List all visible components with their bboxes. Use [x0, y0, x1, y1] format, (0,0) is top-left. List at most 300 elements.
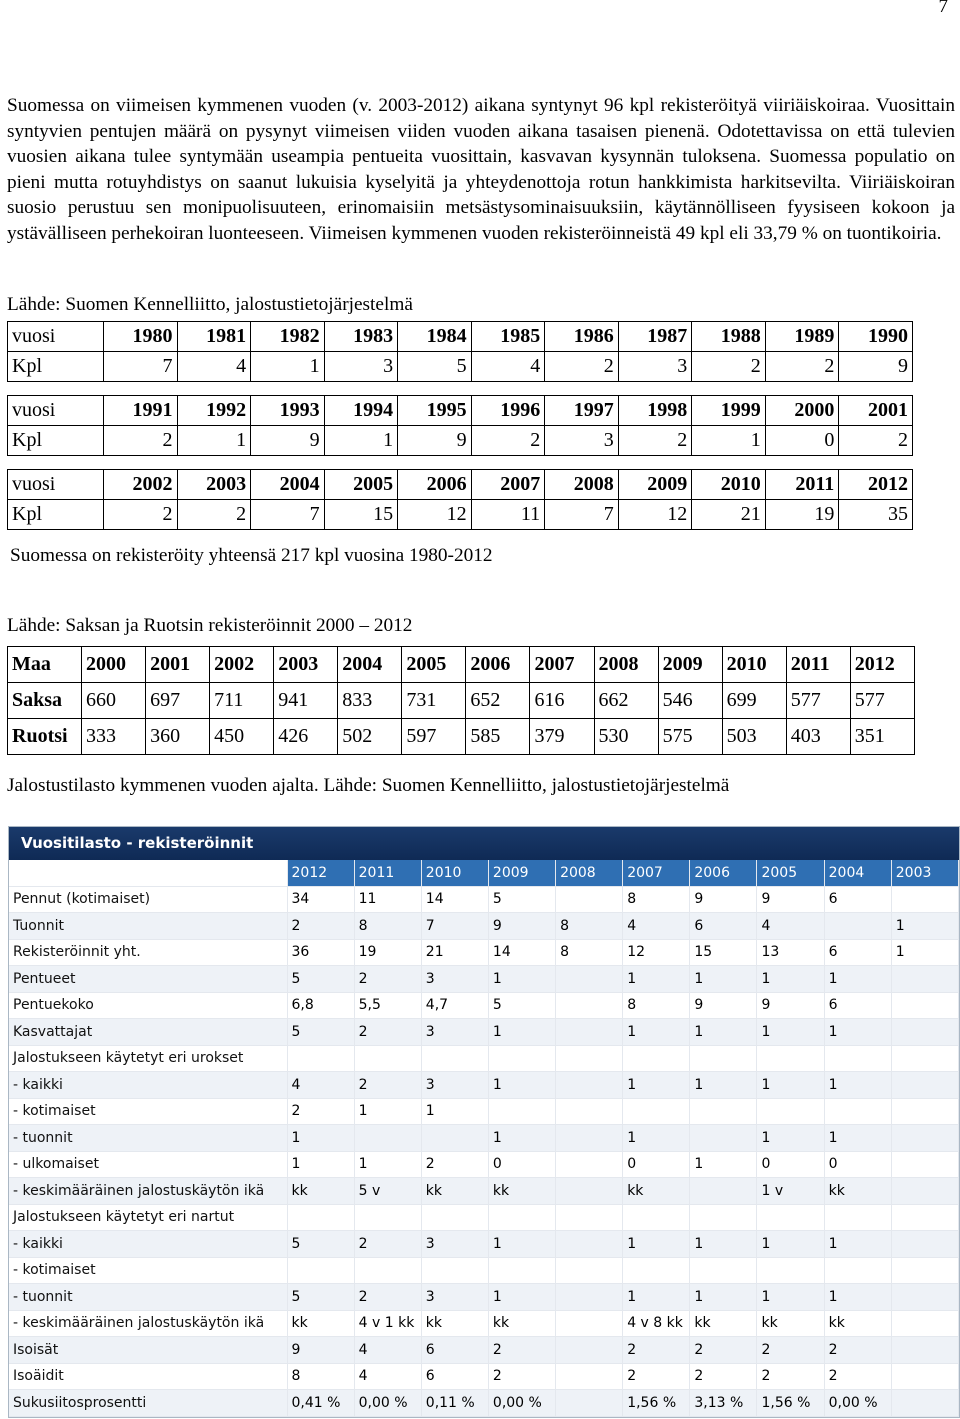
registry-value — [690, 1125, 757, 1152]
registry-row — [9, 1178, 959, 1205]
registry-value — [421, 1257, 488, 1284]
registry-value: 2 — [623, 1337, 690, 1364]
registry-value: 2 — [824, 1363, 891, 1390]
country-value: 426 — [274, 719, 338, 755]
registry-value: 36 — [287, 939, 354, 966]
registry-value: 0,11 % — [421, 1390, 488, 1417]
registry-value: 9 — [757, 992, 824, 1019]
country-value: 450 — [210, 719, 274, 755]
registry-value: 1 — [690, 1072, 757, 1099]
registry-value — [891, 1337, 958, 1364]
registry-value — [488, 1098, 555, 1125]
registry-row-label: Pentueet — [9, 966, 287, 993]
count-cell: 4 — [471, 352, 545, 382]
registry-row — [9, 1390, 959, 1417]
country-value: 577 — [786, 683, 850, 719]
registry-value: 5 — [488, 992, 555, 1019]
registry-value: 1 — [354, 1151, 421, 1178]
registry-value — [623, 1098, 690, 1125]
country-row — [8, 719, 915, 755]
registry-value: 4 — [354, 1363, 421, 1390]
year-cell: 2010 — [692, 470, 766, 500]
registry-value: 1 — [623, 966, 690, 993]
registry-value — [891, 1072, 958, 1099]
registry-value: 1 — [623, 1284, 690, 1311]
registry-value: 0 — [488, 1151, 555, 1178]
registry-value: 1 — [824, 1284, 891, 1311]
year-cell: 1999 — [692, 396, 766, 426]
registry-value: 13 — [757, 939, 824, 966]
registry-value — [891, 1045, 958, 1072]
year-cell: 1981 — [177, 322, 251, 352]
year-header-cell: 2009 — [658, 647, 722, 683]
registry-row — [9, 1204, 959, 1231]
registry-value: 5 — [287, 1284, 354, 1311]
registry-value: 1 — [891, 913, 958, 940]
registry-value: 1 — [757, 1231, 824, 1258]
registry-value: kk — [824, 1310, 891, 1337]
count-cell: 2 — [471, 426, 545, 456]
registry-row-label: Pentuekoko — [9, 992, 287, 1019]
registry-value — [556, 1098, 623, 1125]
registry-value: 21 — [421, 939, 488, 966]
year-header-cell: 2005 — [402, 647, 466, 683]
source-germany-sweden-text: Lähde: Saksan ja Ruotsin rekisteröinnit 2000 – 2012 — [7, 615, 413, 636]
count-cell: 0 — [765, 426, 839, 456]
count-label: Kpl — [8, 500, 104, 530]
count-cell: 21 — [692, 500, 766, 530]
year-cell: 2012 — [839, 470, 913, 500]
registry-value — [824, 1257, 891, 1284]
registry-value: 4 — [287, 1072, 354, 1099]
year-cell: 1985 — [471, 322, 545, 352]
count-cell: 1 — [324, 426, 398, 456]
registry-value: 5,5 — [354, 992, 421, 1019]
registry-row — [9, 1363, 959, 1390]
registry-value — [287, 1204, 354, 1231]
year-cell: 1987 — [618, 322, 692, 352]
registry-row-label: Sukusiitosprosentti — [9, 1390, 287, 1417]
registry-value: 1,56 % — [623, 1390, 690, 1417]
count-cell: 7 — [545, 500, 619, 530]
registry-value — [287, 1257, 354, 1284]
country-value: 697 — [146, 683, 210, 719]
registry-value: 1 — [757, 1072, 824, 1099]
registry-value — [556, 1151, 623, 1178]
country-value: 502 — [338, 719, 402, 755]
registry-value: 12 — [623, 939, 690, 966]
country-value: 699 — [722, 683, 786, 719]
registry-value: 11 — [354, 886, 421, 913]
registry-row — [9, 1125, 959, 1152]
registry-value: 1 — [623, 1019, 690, 1046]
registry-value: 1 — [287, 1125, 354, 1152]
year-cell: 1982 — [251, 322, 325, 352]
count-cell: 1 — [692, 426, 766, 456]
registry-value: 8 — [556, 939, 623, 966]
count-cell: 12 — [398, 500, 472, 530]
registry-row — [9, 966, 959, 993]
country-value: 333 — [82, 719, 146, 755]
registry-year-cell: 2009 — [488, 860, 555, 886]
year-cell: 1988 — [692, 322, 766, 352]
registry-value — [891, 1125, 958, 1152]
registry-value: 5 v — [354, 1178, 421, 1205]
registry-value — [488, 1045, 555, 1072]
registry-value: 4,7 — [421, 992, 488, 1019]
registry-row — [9, 913, 959, 940]
registry-value: 1 — [488, 1019, 555, 1046]
registry-value — [757, 1257, 824, 1284]
registrations-table-1980-1990 — [7, 321, 913, 382]
registry-value: 2 — [690, 1337, 757, 1364]
registry-value: 2 — [354, 966, 421, 993]
registry-value: 1 — [690, 1284, 757, 1311]
year-cell: 2005 — [324, 470, 398, 500]
count-cell: 1 — [251, 352, 325, 382]
country-header-row — [8, 647, 915, 683]
count-cell: 2 — [839, 426, 913, 456]
registry-value — [891, 1363, 958, 1390]
registry-value: 1 — [488, 1072, 555, 1099]
registry-value — [556, 1337, 623, 1364]
stats-caption: Jalostustilasto kymmenen vuoden ajalta. Lähde: Suomen Kennelliitto, jalostustietojärjestelmä — [7, 775, 730, 796]
year-cell: 1989 — [765, 322, 839, 352]
registry-value: 2 — [287, 913, 354, 940]
year-cell: 1992 — [177, 396, 251, 426]
registry-value: kk — [690, 1310, 757, 1337]
registry-value — [891, 1310, 958, 1337]
registry-value: 1 — [824, 1231, 891, 1258]
year-row — [8, 470, 913, 500]
registry-value: 0,41 % — [287, 1390, 354, 1417]
registry-row — [9, 1284, 959, 1311]
count-cell: 3 — [545, 426, 619, 456]
registry-row — [9, 939, 959, 966]
year-cell: 2011 — [765, 470, 839, 500]
count-cell: 2 — [765, 352, 839, 382]
country-value: 652 — [466, 683, 530, 719]
year-cell: 2006 — [398, 470, 472, 500]
registry-value: 1 — [824, 966, 891, 993]
registry-value: 8 — [287, 1363, 354, 1390]
registry-row — [9, 1337, 959, 1364]
registry-value: kk — [488, 1178, 555, 1205]
registry-value — [488, 1257, 555, 1284]
registry-value: 1 — [690, 1231, 757, 1258]
country-value: 577 — [850, 683, 914, 719]
registry-value: 1,56 % — [757, 1390, 824, 1417]
registry-row-label: Isoisät — [9, 1337, 287, 1364]
country-value: 351 — [850, 719, 914, 755]
count-cell: 2 — [104, 500, 178, 530]
registry-value — [421, 1125, 488, 1152]
registry-row — [9, 1231, 959, 1258]
country-name: Ruotsi — [8, 719, 82, 755]
registry-value: 4 — [757, 913, 824, 940]
registry-row-label: - kaikki — [9, 1231, 287, 1258]
registry-value — [556, 1231, 623, 1258]
registry-row — [9, 1257, 959, 1284]
registry-value: 9 — [690, 886, 757, 913]
registry-value: 8 — [623, 886, 690, 913]
year-cell: 1984 — [398, 322, 472, 352]
registry-row-label: - keskimääräinen jalostuskäytön ikä — [9, 1178, 287, 1205]
registry-value — [556, 1204, 623, 1231]
registry-value — [757, 1098, 824, 1125]
year-cell: 1980 — [104, 322, 178, 352]
registry-value — [891, 966, 958, 993]
registry-value: 2 — [287, 1098, 354, 1125]
year-header-cell: 2002 — [210, 647, 274, 683]
registry-value: 1 — [757, 1284, 824, 1311]
registry-value: 6 — [421, 1363, 488, 1390]
registry-value — [891, 992, 958, 1019]
count-cell: 2 — [104, 426, 178, 456]
registry-value — [488, 1204, 555, 1231]
registry-statistics-table — [9, 860, 959, 1417]
registry-year-cell: 2010 — [421, 860, 488, 886]
registry-value: 1 — [824, 1072, 891, 1099]
registry-value — [891, 886, 958, 913]
count-cell: 4 — [177, 352, 251, 382]
registry-value: kk — [757, 1310, 824, 1337]
registry-value: 8 — [623, 992, 690, 1019]
registry-value: 1 — [287, 1151, 354, 1178]
registry-value: 3 — [421, 1284, 488, 1311]
country-value: 575 — [658, 719, 722, 755]
registry-value: 9 — [488, 913, 555, 940]
registry-value — [556, 886, 623, 913]
registry-value: 1 — [623, 1231, 690, 1258]
registry-year-cell: 2004 — [824, 860, 891, 886]
registry-value: 1 — [757, 966, 824, 993]
count-row — [8, 426, 913, 456]
registry-value: 0,00 % — [488, 1390, 555, 1417]
count-cell: 3 — [324, 352, 398, 382]
count-cell: 2 — [692, 352, 766, 382]
country-value: 833 — [338, 683, 402, 719]
registry-value: 5 — [287, 1019, 354, 1046]
count-cell: 35 — [839, 500, 913, 530]
total-registrations-text: Suomessa on rekisteröity yhteensä 217 kpl vuosina 1980-2012 — [10, 545, 493, 566]
registry-value: 1 v — [757, 1178, 824, 1205]
registry-value — [623, 1257, 690, 1284]
year-header-cell: 2003 — [274, 647, 338, 683]
year-header-cell: 2001 — [146, 647, 210, 683]
country-value: 597 — [402, 719, 466, 755]
registry-value: 7 — [421, 913, 488, 940]
registry-value: 1 — [623, 1072, 690, 1099]
year-header-cell: 2004 — [338, 647, 402, 683]
registry-row — [9, 992, 959, 1019]
registry-value: 4 — [354, 1337, 421, 1364]
registry-row-label: - tuonnit — [9, 1284, 287, 1311]
registry-value: kk — [421, 1178, 488, 1205]
registry-row-label: Jalostukseen käytetyt eri urokset — [9, 1045, 287, 1072]
registry-value — [556, 1310, 623, 1337]
registry-value — [556, 1284, 623, 1311]
year-label: vuosi — [8, 470, 104, 500]
count-cell: 11 — [471, 500, 545, 530]
registry-value — [556, 1072, 623, 1099]
registry-value — [891, 1231, 958, 1258]
registry-year-cell: 2005 — [757, 860, 824, 886]
registry-value — [690, 1098, 757, 1125]
registry-row-label: - keskimääräinen jalostuskäytön ikä — [9, 1310, 287, 1337]
registry-value: 3 — [421, 1231, 488, 1258]
registry-value — [757, 1045, 824, 1072]
registry-value: 2 — [354, 1231, 421, 1258]
country-value: 379 — [530, 719, 594, 755]
country-value: 360 — [146, 719, 210, 755]
registry-value: 2 — [488, 1337, 555, 1364]
registry-row — [9, 1019, 959, 1046]
registry-value: kk — [421, 1310, 488, 1337]
year-cell: 1986 — [545, 322, 619, 352]
registry-value — [354, 1257, 421, 1284]
registry-value — [556, 1257, 623, 1284]
registry-value: 9 — [287, 1337, 354, 1364]
year-cell: 2009 — [618, 470, 692, 500]
registrations-table-1991-2001 — [7, 395, 913, 456]
registry-year-row — [9, 860, 959, 886]
year-cell: 2000 — [765, 396, 839, 426]
registry-value — [824, 1204, 891, 1231]
registry-row-label: Jalostukseen käytetyt eri nartut — [9, 1204, 287, 1231]
registry-value — [891, 1257, 958, 1284]
registry-row-label: - kotimaiset — [9, 1257, 287, 1284]
country-value: 403 — [786, 719, 850, 755]
count-row — [8, 500, 913, 530]
registry-value — [824, 1098, 891, 1125]
year-header-cell: 2006 — [466, 647, 530, 683]
registry-year-cell: 2012 — [287, 860, 354, 886]
year-cell: 2007 — [471, 470, 545, 500]
year-header-cell: 2007 — [530, 647, 594, 683]
registry-value — [623, 1045, 690, 1072]
registry-value — [824, 1045, 891, 1072]
year-cell: 1990 — [839, 322, 913, 352]
registry-value: 0,00 % — [824, 1390, 891, 1417]
registry-value — [354, 1125, 421, 1152]
count-row — [8, 352, 913, 382]
source-kennel-text: Lähde: Suomen Kennelliitto, jalostustietojärjestelmä — [7, 294, 413, 315]
country-value: 711 — [210, 683, 274, 719]
registry-value: 6 — [824, 886, 891, 913]
year-cell: 2004 — [251, 470, 325, 500]
registry-value — [891, 1019, 958, 1046]
registry-value: 34 — [287, 886, 354, 913]
registry-value: 8 — [556, 913, 623, 940]
registry-value: 19 — [354, 939, 421, 966]
year-cell: 1994 — [324, 396, 398, 426]
registrations-table-2002-2012 — [7, 469, 913, 530]
year-cell: 1997 — [545, 396, 619, 426]
registry-statistics-screenshot — [8, 826, 960, 1418]
registry-value: kk — [824, 1178, 891, 1205]
country-header-label: Maa — [8, 647, 82, 683]
registry-value: 14 — [421, 886, 488, 913]
registry-value: 2 — [690, 1363, 757, 1390]
country-value: 530 — [594, 719, 658, 755]
year-header-cell: 2010 — [722, 647, 786, 683]
registry-value — [690, 1204, 757, 1231]
registry-value: 1 — [488, 966, 555, 993]
registry-value: 9 — [757, 886, 824, 913]
registry-value: 1 — [421, 1098, 488, 1125]
registry-value: 1 — [824, 1019, 891, 1046]
year-row — [8, 322, 913, 352]
registry-year-cell: 2006 — [690, 860, 757, 886]
registry-year-cell: 2007 — [623, 860, 690, 886]
count-cell: 12 — [618, 500, 692, 530]
count-cell: 19 — [765, 500, 839, 530]
page-number: 7 — [938, 0, 948, 17]
registry-year-cell: 2008 — [556, 860, 623, 886]
registry-value — [891, 1204, 958, 1231]
registry-value: 1 — [623, 1125, 690, 1152]
registry-value: 6 — [421, 1337, 488, 1364]
year-cell: 2003 — [177, 470, 251, 500]
country-value: 731 — [402, 683, 466, 719]
registry-value: kk — [488, 1310, 555, 1337]
country-value: 585 — [466, 719, 530, 755]
year-header-cell: 2000 — [82, 647, 146, 683]
registry-value: 15 — [690, 939, 757, 966]
registry-value: kk — [623, 1178, 690, 1205]
year-cell: 2002 — [104, 470, 178, 500]
registry-value: 2 — [354, 1072, 421, 1099]
registry-value — [623, 1204, 690, 1231]
registry-value — [421, 1204, 488, 1231]
registry-value: 1 — [757, 1125, 824, 1152]
registry-value: 4 v 8 kk — [623, 1310, 690, 1337]
country-name: Saksa — [8, 683, 82, 719]
registry-value: 5 — [287, 1231, 354, 1258]
registry-value — [891, 1284, 958, 1311]
intro-paragraph: Suomessa on viimeisen kymmenen vuoden (v. 2003-2012) aikana syntynyt 96 kpl rekisteröityä viiriäiskoiraa. Vuosittain syntyvien pentujen määrä on pysynyt viimeisen viiden vuoden aikana tasaisen pienenä. Odotettavissa on että tulevien vuosien aikana tulee syntymään useampia pentueita vuosittain, kasvavan kysynnän tuloksena. Suomessa populatio on pieni mutta rotuyhdistys on saanut lukuisia kyselyitä ja yhteydenottoja rotun hankkimista harkitsevilta. Viiriäiskoiran suosio perustuu sen monipuolisuuteen, erinomaisiin metsästysominaisuuksiin, käytännölliseen fyysiseen kokoon ja ystävälliseen perhekoiran luonteeseen. Viimeisen kymmenen vuoden rekisteröinneistä 49 kpl eli 33,79 % on tuontikoiria. — [7, 95, 955, 244]
registry-value: 1 — [690, 1151, 757, 1178]
count-cell: 9 — [398, 426, 472, 456]
registry-value: 0 — [623, 1151, 690, 1178]
registry-value: 4 v 1 kk — [354, 1310, 421, 1337]
registry-row — [9, 1151, 959, 1178]
registry-value — [354, 1204, 421, 1231]
registry-value — [556, 1390, 623, 1417]
registry-row-label: - kotimaiset — [9, 1098, 287, 1125]
registry-row-label: Pennut (kotimaiset) — [9, 886, 287, 913]
registry-value — [891, 1098, 958, 1125]
year-cell: 1983 — [324, 322, 398, 352]
year-header-cell: 2011 — [786, 647, 850, 683]
registry-value — [556, 1178, 623, 1205]
registry-value: 2 — [757, 1337, 824, 1364]
registry-value: 2 — [354, 1019, 421, 1046]
registry-row-label: - ulkomaiset — [9, 1151, 287, 1178]
count-cell: 7 — [251, 500, 325, 530]
year-label: vuosi — [8, 396, 104, 426]
registry-value: 2 — [757, 1363, 824, 1390]
registry-row — [9, 1310, 959, 1337]
country-row — [8, 683, 915, 719]
registry-value: 0,00 % — [354, 1390, 421, 1417]
registry-value: 3 — [421, 1072, 488, 1099]
registry-year-cell: 2011 — [354, 860, 421, 886]
count-cell: 2 — [177, 500, 251, 530]
registry-value: 2 — [488, 1363, 555, 1390]
registry-value: 6 — [824, 992, 891, 1019]
